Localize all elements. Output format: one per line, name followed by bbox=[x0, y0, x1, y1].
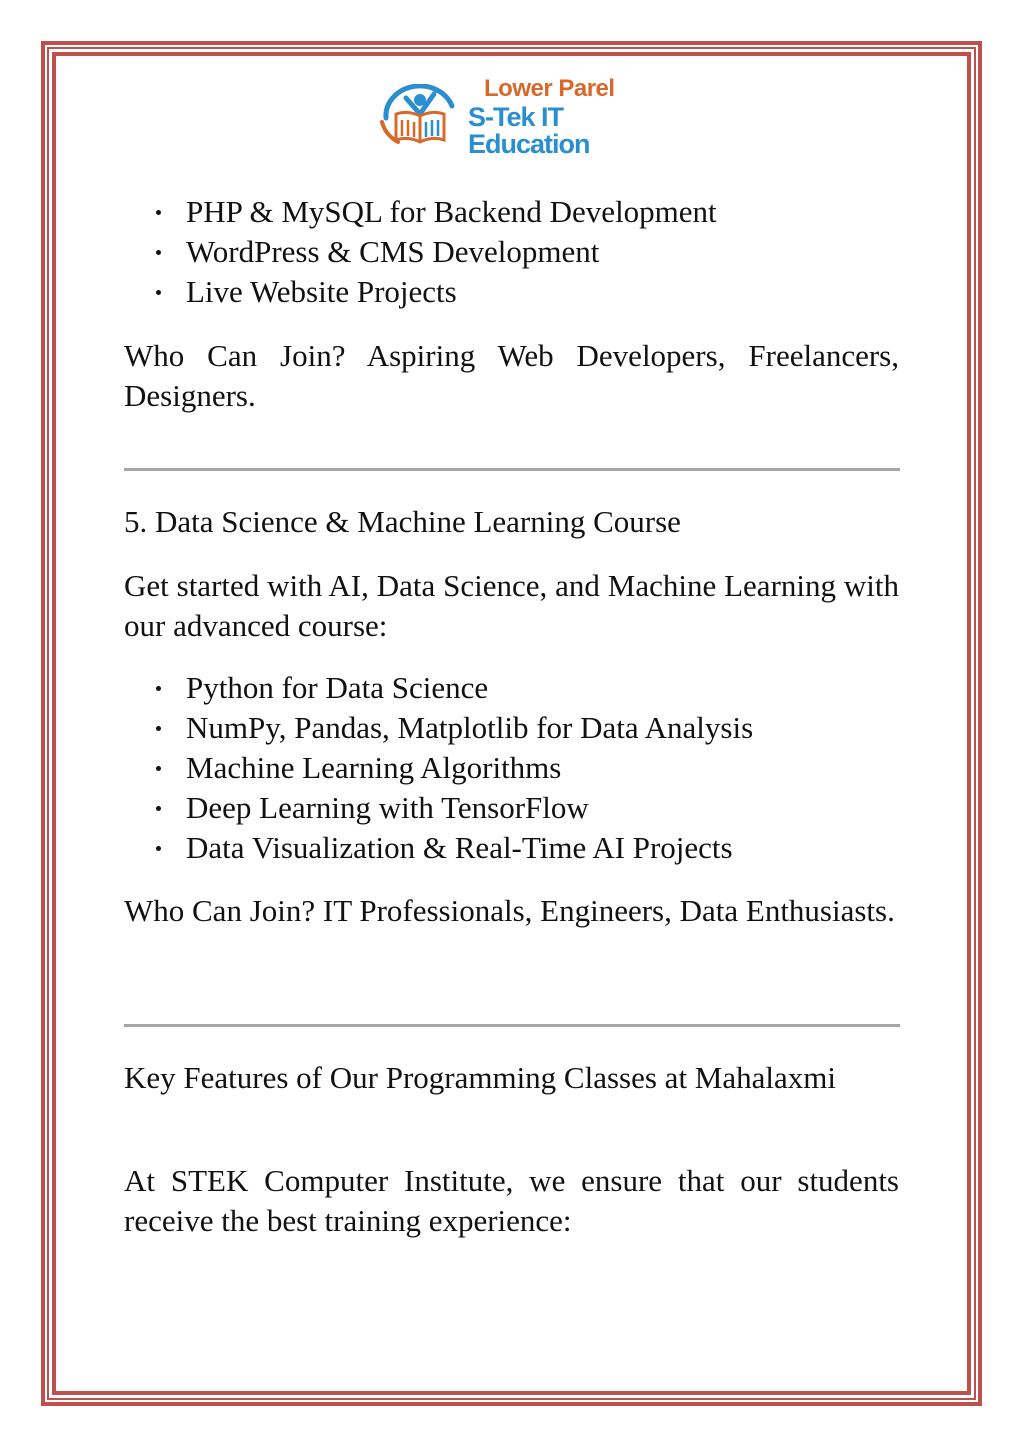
bullet-dot bbox=[156, 806, 161, 811]
list-item: Machine Learning Algorithms bbox=[154, 748, 894, 788]
ds-bullet-list bbox=[154, 668, 894, 868]
ds-course-heading: 5. Data Science & Machine Learning Course bbox=[124, 504, 681, 539]
features-intro: At STEK Computer Institute, we ensure that our students receive the best training experience: bbox=[124, 1163, 899, 1238]
open-book-person-icon bbox=[376, 84, 464, 150]
list-item: Live Website Projects bbox=[154, 272, 894, 312]
logo bbox=[376, 74, 666, 159]
logo-line-2: S-Tek IT Education bbox=[468, 101, 590, 159]
list-item: Deep Learning with TensorFlow bbox=[154, 788, 894, 828]
bullet-dot bbox=[156, 766, 161, 771]
bullet-dot bbox=[156, 290, 161, 295]
list-item: Python for Data Science bbox=[154, 668, 894, 708]
logo-line-1: Lower Parel bbox=[484, 74, 615, 102]
list-item: PHP & MySQL for Backend Development bbox=[154, 192, 894, 232]
list-item: NumPy, Pandas, Matplotlib for Data Analysis bbox=[154, 708, 894, 748]
bullet-dot bbox=[156, 726, 161, 731]
ds-who-can-join: Who Can Join? IT Professionals, Engineers, Data Enthusiasts. bbox=[124, 893, 895, 928]
bullet-dot bbox=[156, 686, 161, 691]
web-dev-bullet-list bbox=[154, 192, 894, 312]
bullet-dot bbox=[156, 250, 161, 255]
ds-course-intro: Get started with AI, Data Science, and Machine Learning with our advanced course: bbox=[124, 568, 899, 643]
list-item: Data Visualization & Real-Time AI Projects bbox=[154, 828, 894, 868]
features-heading: Key Features of Our Programming Classes at Mahalaxmi bbox=[124, 1060, 836, 1095]
web-dev-who-can-join: Who Can Join? Aspiring Web Developers, Freelancers, Designers. bbox=[124, 338, 899, 413]
section-divider bbox=[124, 1024, 900, 1027]
bullet-dot bbox=[156, 210, 161, 215]
list-item: WordPress & CMS Development bbox=[154, 232, 894, 272]
bullet-dot bbox=[156, 846, 161, 851]
section-divider bbox=[124, 468, 900, 471]
